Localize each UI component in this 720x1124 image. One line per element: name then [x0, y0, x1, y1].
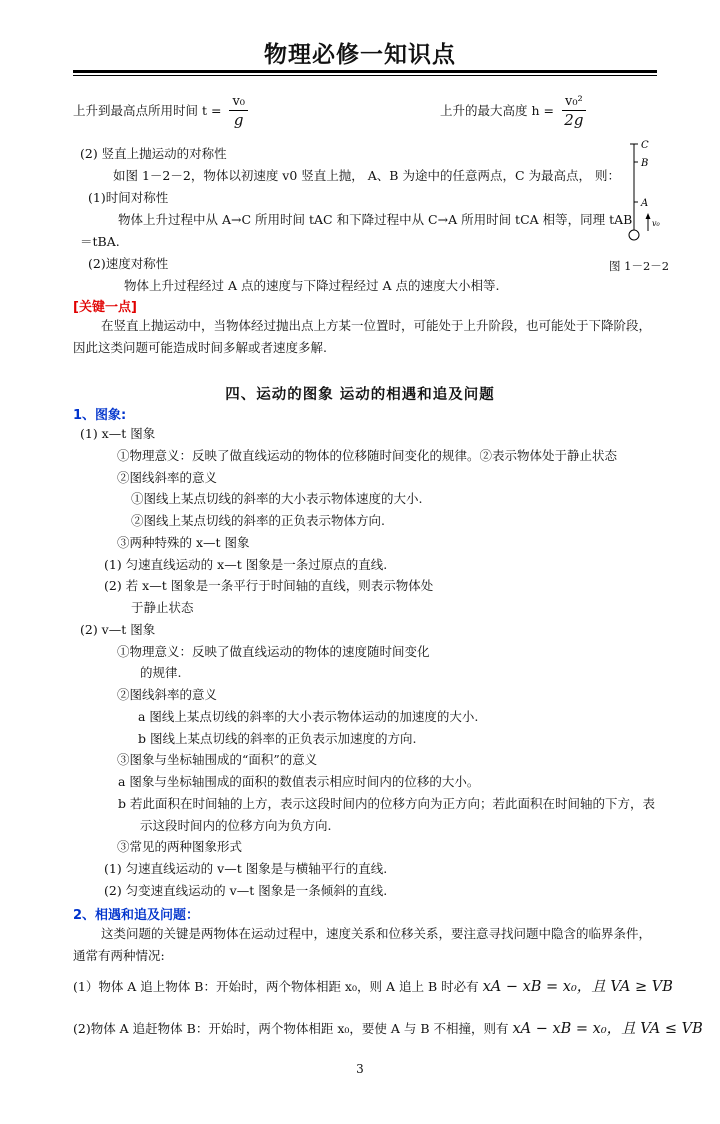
rise-time-label: 上升到最高点所用时间 t =: [73, 103, 222, 118]
symmetry-heading: (2) 竖直上抛运动的对称性: [80, 146, 227, 161]
case-1-text: (1）物体 A 追上物体 B：开始时，两个物体相距 x₀，则 A 追上 B 时必有: [73, 979, 479, 994]
header-rule-thick: [73, 70, 657, 73]
header-rule-thin: [73, 75, 657, 76]
figure-ball-icon: [629, 230, 639, 240]
vt-slope-a: a 图线上某点切线的斜率的大小表示物体运动的加速度的大小.: [138, 709, 479, 724]
figure-caption: 图 1－2－2: [609, 259, 670, 273]
vt-common-2: (2) 匀变速直线运动的 v—t 图象是一条倾斜的直线.: [104, 883, 388, 898]
rise-time-denominator: g: [233, 111, 244, 129]
xt-special-heading: ③两种特殊的 x—t 图象: [117, 535, 250, 550]
symmetry-intro: 如图 1－2－2，物体以初速度 v0 竖直上抛， A、B 为途中的任意两点，C 为最高点， 则：: [113, 168, 620, 183]
figure-arrow-head-icon: [646, 213, 651, 219]
max-height-denominator: 2g: [564, 111, 584, 129]
page-title: 物理必修一知识点: [264, 42, 456, 68]
speed-symmetry-heading: (2)速度对称性: [88, 256, 169, 271]
case-1-equation: xA − xB = x₀，且 VA ≥ VB: [482, 979, 673, 995]
xt-slope-2: ②图线上某点切线的斜率的正负表示物体方向.: [131, 513, 385, 528]
max-height-label: 上升的最大高度 h =: [440, 103, 554, 118]
vt-meaning-a: ①物理意义：反映了做直线运动的物体的速度随时间变化: [117, 644, 430, 659]
vt-common-heading: ③常见的两种图象形式: [117, 839, 243, 854]
time-symmetry-text-1: 物体上升过程中从 A→C 所用时间 tAC 和下降过程中从 C→A 所用时间 tCA 相等，同理 tAB: [118, 212, 633, 227]
section-title: 四、运动的图象 运动的相遇和追及问题: [225, 386, 495, 403]
xt-heading: (1) x—t 图象: [80, 426, 156, 441]
vt-area-heading: ③图象与坐标轴围成的“面积”的意义: [117, 752, 318, 767]
rise-time-formula: [73, 94, 248, 129]
max-height-fraction: [562, 94, 586, 129]
vt-area-a: a 图象与坐标轴围成的面积的数值表示相应时间内的位移的大小。: [118, 774, 480, 789]
xt-special-2a: (2) 若 x—t 图象是一条平行于时间轴的直线，则表示物体处: [104, 578, 434, 593]
vt-common-1: (1) 匀速直线运动的 v—t 图象是与横轴平行的直线.: [104, 861, 388, 876]
xt-special-2b: 于静止状态: [131, 600, 194, 615]
meet-chase-heading: 2、相遇和追及问题：: [73, 908, 200, 923]
vt-meaning-b: 的规律.: [140, 665, 182, 680]
vt-area-b1: b 若此面积在时间轴的上方，表示这段时间内的位移方向为正方向；若此面积在时间轴的下方，表: [118, 796, 655, 811]
case-2: [73, 1021, 703, 1037]
max-height-formula: [440, 94, 586, 129]
case-1: [73, 979, 673, 995]
max-height-numerator: v₀²: [562, 94, 586, 111]
xt-meaning: ①物理意义：反映了做直线运动的物体的位移随时间变化的规律。②表示物体处于静止状态: [117, 448, 618, 463]
key-point-text-2: 因此这类问题可能造成时间多解或者速度多解.: [73, 340, 327, 355]
key-point-text-1: 在竖直上抛运动中，当物体经过抛出点上方某一位置时，可能处于上升阶段，也可能处于下降阶段，: [101, 318, 652, 333]
time-symmetry-text-2: ＝tBA.: [80, 234, 120, 249]
graphs-heading: 1、图象:: [73, 408, 127, 423]
case-2-equation: xA − xB = x₀，且 VA ≤ VB: [512, 1021, 703, 1037]
figure-label-b: B: [641, 158, 649, 169]
vt-slope-heading: ②图线斜率的意义: [117, 687, 218, 702]
vt-heading: (2) v—t 图象: [80, 622, 156, 637]
page-number: 3: [356, 1062, 364, 1076]
figure-label-a: A: [641, 198, 649, 209]
xt-slope-1: ①图线上某点切线的斜率的大小表示物体速度的大小.: [131, 491, 423, 506]
time-symmetry-heading: (1)时间对称性: [88, 190, 169, 205]
meet-text-2: 通常有两种情况:: [73, 948, 165, 963]
rise-time-fraction: [229, 94, 248, 129]
speed-symmetry-text: 物体上升过程经过 A 点的速度与下降过程经过 A 点的速度大小相等.: [124, 278, 500, 293]
figure-label-c: C: [641, 140, 649, 151]
xt-slope-heading: ②图线斜率的意义: [117, 470, 218, 485]
key-point-heading: [关键一点]: [73, 300, 137, 315]
vt-slope-b: b 图线上某点切线的斜率的正负表示加速度的方向.: [138, 731, 417, 746]
projectile-figure: [618, 136, 668, 246]
rise-time-numerator: v₀: [229, 94, 248, 111]
figure-label-v0: v₀: [652, 219, 660, 228]
xt-special-1: (1) 匀速直线运动的 x—t 图象是一条过原点的直线.: [104, 557, 388, 572]
meet-text-1: 这类问题的关键是两物体在运动过程中，速度关系和位移关系，要注意寻找问题中隐含的临界条件，: [101, 926, 652, 941]
vt-area-b2: 示这段时间内的位移方向为负方向.: [140, 818, 332, 833]
case-2-text: (2)物体 A 追赶物体 B：开始时，两个物体相距 x₀，要使 A 与 B 不相撞，则有: [73, 1021, 509, 1036]
